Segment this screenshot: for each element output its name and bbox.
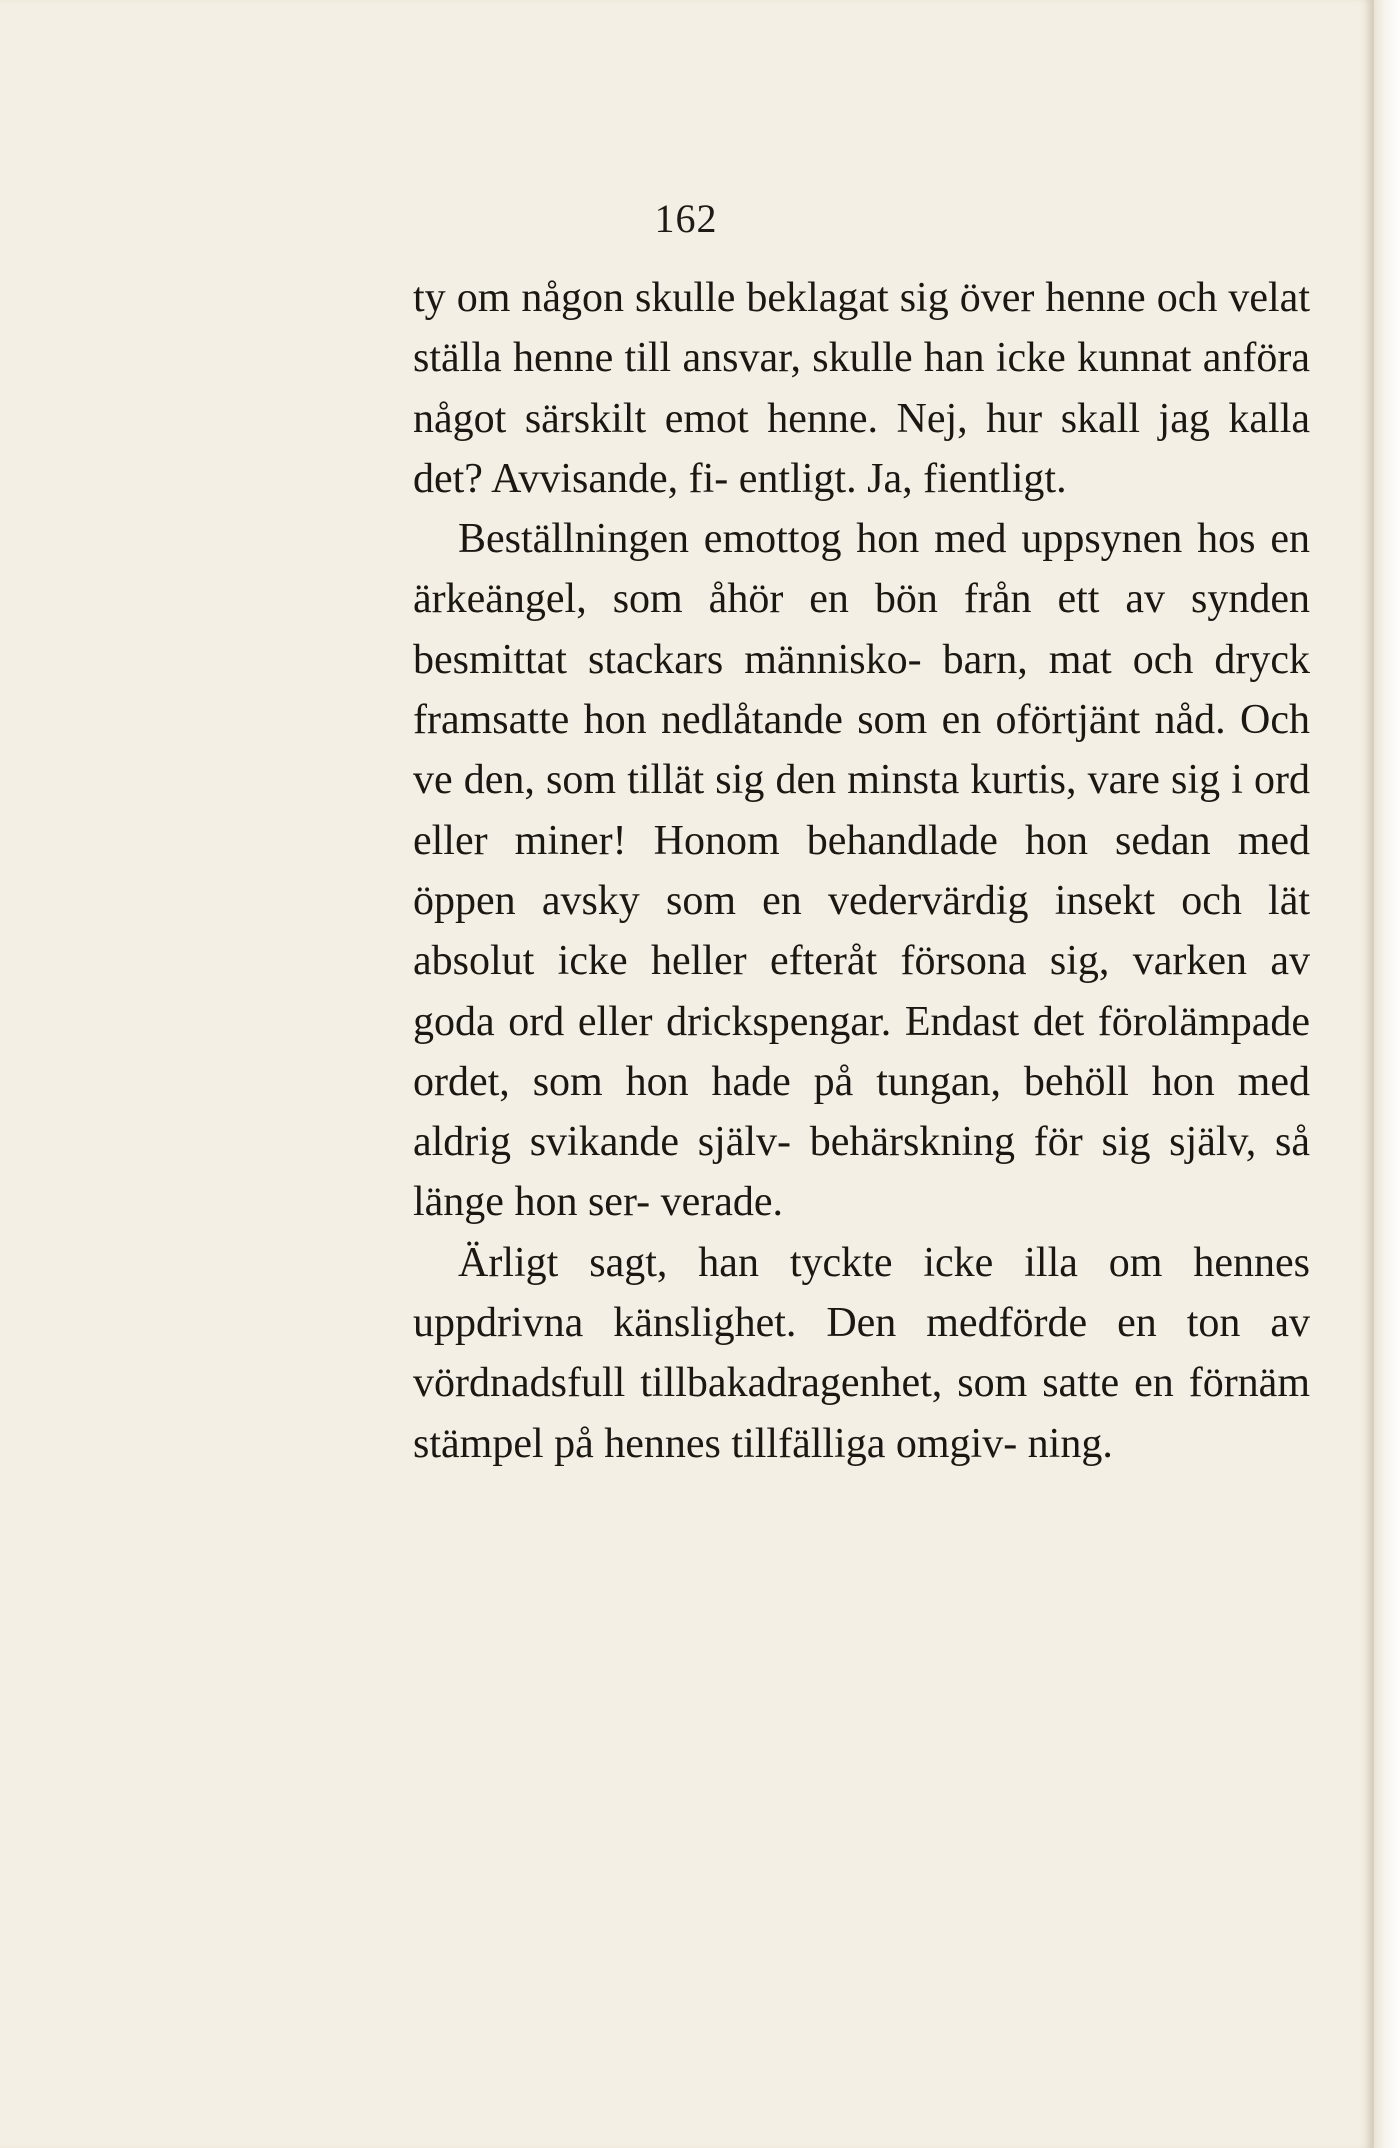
page-number: 162: [654, 196, 718, 241]
body-text: [413, 268, 1310, 1474]
paragraph-1: ty om någon skulle beklagat sig över henne och velat ställa henne till ansvar, skulle han icke kunnat anföra något särskilt emot henne. Nej, hur skall jag kalla det? Avvisande, fi- entligt. Ja, fientligt.: [413, 275, 1310, 502]
paragraph-2: Beställningen emottog hon med uppsynen hos en ärkeängel, som åhör en bön från ett av synden besmittat stackars människo- barn, mat och dryck framsatte hon nedlåtande som en oförtjänt nåd. Och ve den, som tillät sig den minsta kurtis, vare sig i ord eller miner! Honom behandlade hon sedan med öppen avsky som en vedervärdig insekt och lät absolut icke heller efteråt försona sig, varken av goda ord eller drickspengar. Endast det förolämpade ordet, som hon hade på tungan, behöll hon med aldrig svikande själv- behärskning för sig själv, så länge hon ser- verade.: [413, 516, 1310, 1226]
paragraph-3: Ärligt sagt, han tyckte icke illa om hennes uppdrivna känslighet. Den medförde en ton av vördnadsfull tillbakadragenhet, som satte en förnäm stämpel på hennes tillfälliga omgiv- ning.: [413, 1239, 1310, 1467]
page-edge: [1372, 0, 1400, 2148]
